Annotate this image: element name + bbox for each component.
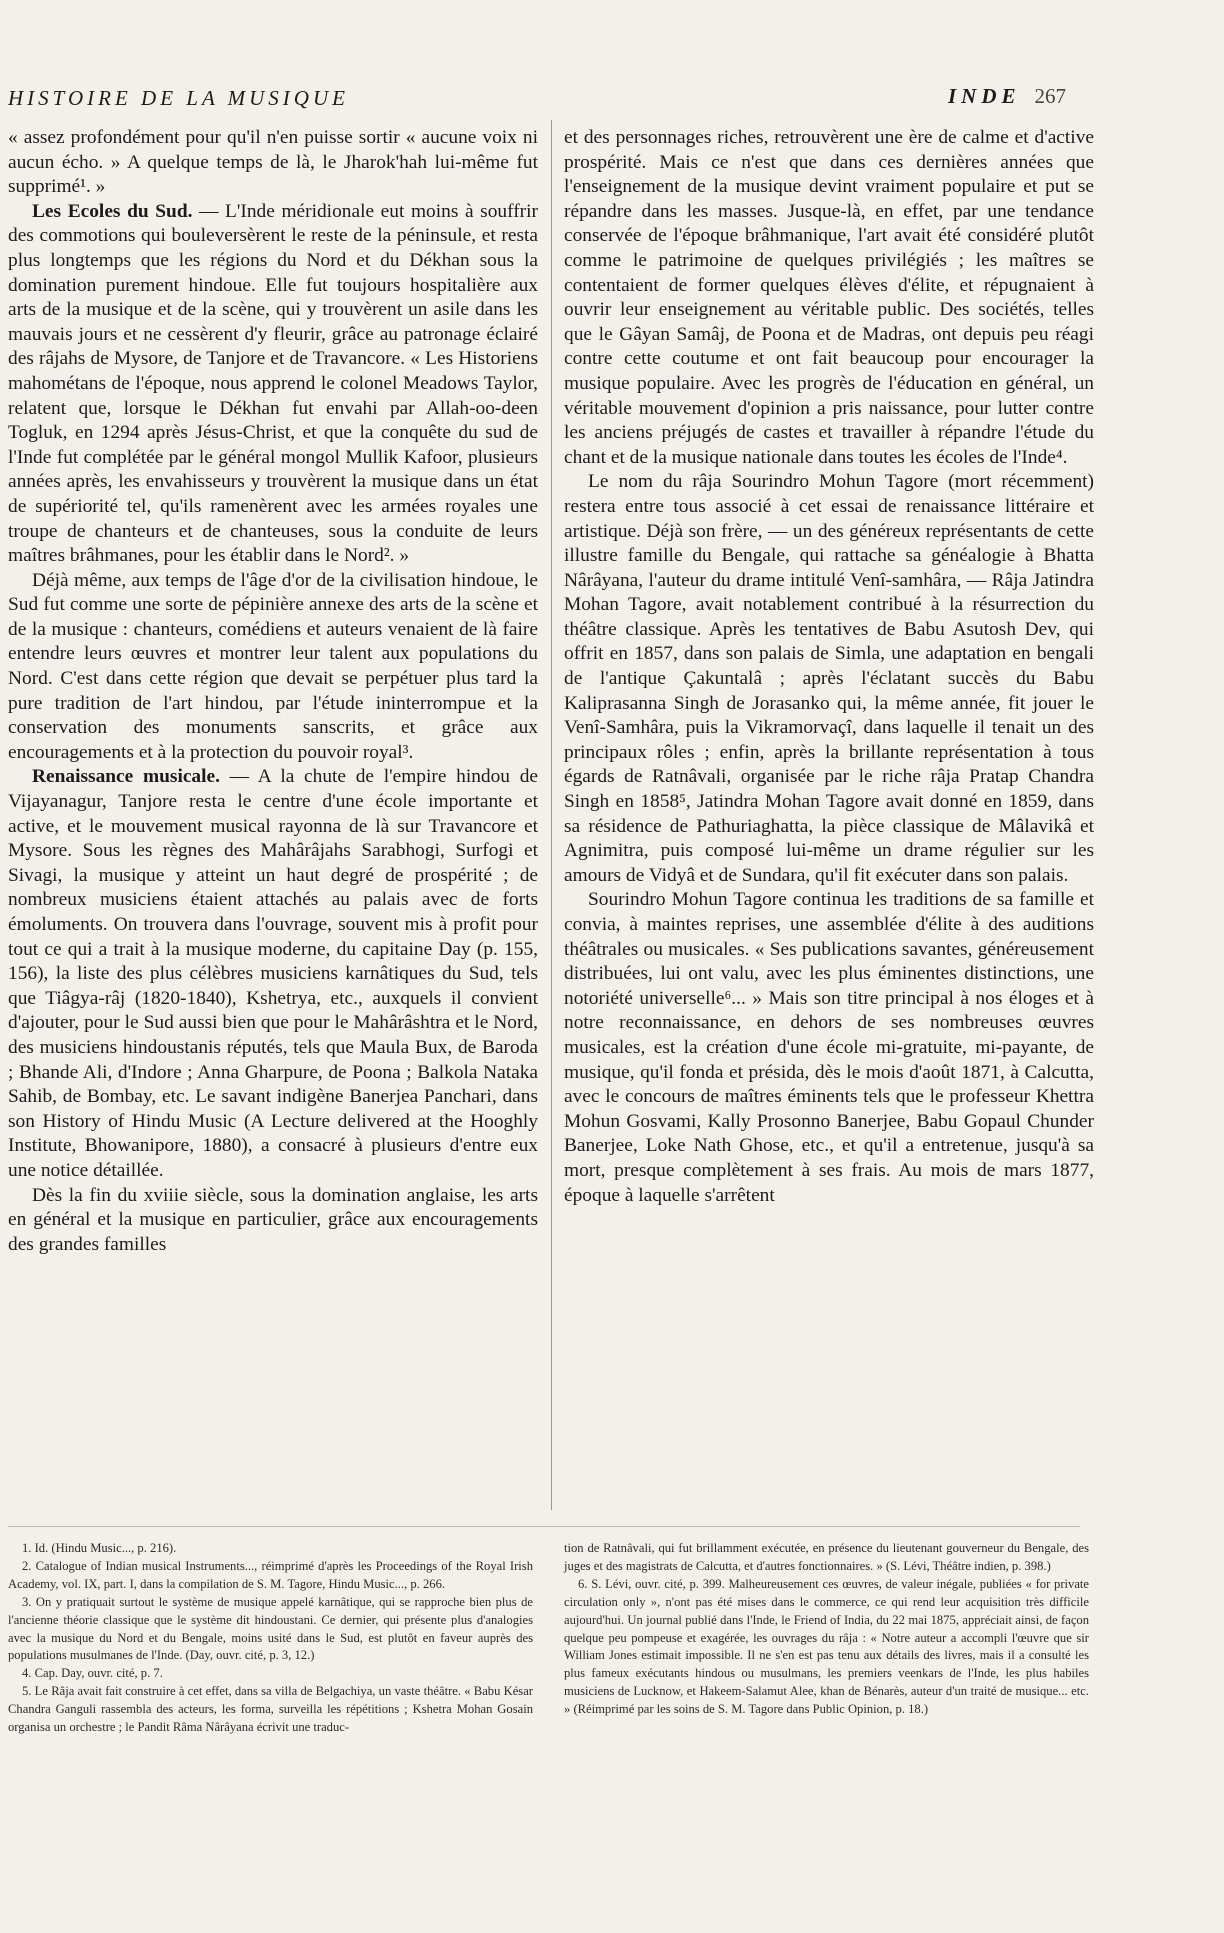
footnote: 4. Cap. Day, ouvr. cité, p. 7.: [22, 1666, 163, 1681]
paragraph: Sourindro Mohun Tagore continua les traditions de sa famille et convia, à maintes reprises, une assemblée d'élite à des auditions théâtrales ou musicales. « Ses publications savantes, généreusement distribuées, lui ont valu, avec les plus éminentes distinctions, une notoriété universelle⁶... » Mais son titre principal à nos éloges et à notre reconnaissance, en dehors de ses nombreuses œuvres musicales, est la création d'une école mi-gratuite, mi-payante, de musique, qu'il fonda et présida, dès le mois d'août 1871, à Calcutta, avec le concours de maîtres éminents tels que le professeur Khettra Mohun Gosvami, Kally Prosonno Banerjee, Babu Gopaul Chunder Banerjee, Loke Nath Ghose, etc., et qu'il a entretenue, jusqu'à sa mort, presque complètement à ses frais. Au mois de mars 1877, époque à laquelle s'arrêtent: [564, 889, 1094, 1206]
footnote: tion de Ratnâvali, qui fut brillamment exécutée, en présence du lieutenant gouverneur du Bengale, des juges et des magistrats de Calcutta, et d'autres fonctionnaires. » (S. Lévi, Théâtre indien, p. 398.): [564, 1541, 1089, 1573]
right-column: [564, 126, 1094, 1208]
paragraph: [8, 765, 538, 1183]
paragraph: et des personnages riches, retrouvèrent une ère de calme et d'active prospérité. Mais ce n'est que dans ces dernières années que l'enseignement de la musique devint vraiment populaire et put se répandre dans les masses. Jusque-là, en effet, par une tendance conservée de l'époque brâhmanique, l'art avait été considéré plutôt comme le patrimoine de quelques privilégiés ; les maîtres se contentaient de former quelques élèves d'élite, et répugnaient à ouvrir leur enseignement au véritable public. Des sociétés, telles que le Gâyan Samâj, de Poona et de Madras, ont depuis peu réagi contre cette coutume et ont fait beaucoup pour encourager la musique populaire. Avec les progrès de l'éducation en général, un véritable mouvement d'opinion a pris naissance, pour lutter contre les anciens préjugés de castes et travailler à répandre l'étude du chant et de la musique nationale dans toutes les écoles de l'Inde⁴.: [564, 127, 1094, 468]
section-heading: Les Ecoles du Sud.: [32, 200, 193, 222]
paragraph: Dès la fin du xviiie siècle, sous la domination anglaise, les arts en général et la musique en particulier, grâce aux encouragements des grandes familles: [8, 1184, 538, 1255]
column-divider: [551, 120, 552, 1510]
running-header-title: HISTOIRE DE LA MUSIQUE: [8, 86, 349, 110]
paragraph: « assez profondément pour qu'il n'en puisse sortir « aucune voix ni aucun écho. » A quelque temps de là, le Jharok'hah lui-même fut supprimé¹. »: [8, 127, 538, 198]
paragraph-text: — L'Inde méridionale eut moins à souffrir des commotions qui bouleversèrent le reste de la péninsule, et resta plus longtemps que les régions du Nord et du Dékhan sous la domination purement hindoue. Elle fut toujours hospitalière aux arts de la musique et de la scène, qui y trouvèrent un asile dans les mauvais jours et ne cessèrent d'y fleurir, grâce au patronage éclairé des râjahs de Mysore, de Tanjore et de Travancore. « Les Historiens mahométans de l'époque, nous apprend le colonel Meadows Taylor, relatent que, lorsque le Dékhan fut envahi par Allah-oo-deen Togluk, en 1294 après Jésus-Christ, et que la conquête du sud de l'Inde fut complétée par le général mongol Mullik Kafoor, plusieurs années après, les envahisseurs y trouvèrent la musique dans un état de supériorité tel, qu'ils ramenèrent avec les armées royales une troupe de chanteurs et de chanteuses, sous la conduite de leurs maîtres brâhmanes, pour les établir dans le Nord². »: [8, 200, 538, 567]
page-number: 267: [1034, 84, 1067, 108]
footnotes-left: [8, 1540, 533, 1737]
footnote: 5. Le Râja avait fait construire à cet effet, dans sa villa de Belgachiya, un vaste théâtre. « Babu Késar Chandra Ganguli rassembla des acteurs, les forma, surveilla les répétitions ; Kshetra Mohan Gosain organisa un orchestre ; le Pandit Râma Nârâyana écrivit une traduc-: [8, 1684, 533, 1735]
footnote: 3. On y pratiquait surtout le système de musique appelé karnâtique, qui se rapproche bien plus de l'ancienne théorie classique que le système dit hindoustani. Ce dernier, qui présente plus d'analogies avec la musique du Nord et du Bengale, moins usité dans le Sud, est plutôt en faveur auprès des populations musulmanes de l'Inde. (Day, ouvr. cité, p. 3, 12.): [8, 1594, 533, 1663]
paragraph: [8, 200, 538, 569]
section-title: INDE: [948, 84, 1021, 108]
footnote: 2. Catalogue of Indian musical Instruments..., réimprimé d'après les Proceedings of the Royal Irish Academy, vol. IX, part. I, dans la compilation de S. M. Tagore, Hindu Music..., p. 266.: [8, 1558, 533, 1591]
running-header-section: [948, 84, 1066, 109]
footnote: 1. Id. (Hindu Music..., p. 216).: [22, 1541, 177, 1555]
section-heading: Renaissance musicale.: [32, 766, 220, 788]
footnote-separator: [8, 1526, 1080, 1527]
paragraph-text: — A la chute de l'empire hindou de Vijayanagur, Tanjore resta le centre d'une école importante et active, et le mouvement musical rayonna de là sur Travancore et Mysore. Sous les règnes des Mahârâjahs Sarabhogi, Surfogi et Sivagi, la musique y atteint un haut degré de prospérité ; de nombreux musiciens étaient attachés au palais avec de forts émoluments. On trouvera dans l'ouvrage, souvent mis à profit pour tout ce qui a trait à la musique moderne, du capitaine Day (p. 155, 156), la liste des plus célèbres musiciens karnâtiques du Sud, tels que Tiâgya-râj (1820-1840), Kshetrya, etc., auxquels il convient d'ajouter, pour le Sud aussi bien que pour le Mahârâshtra et le Nord, des musiciens hindoustanis réputés, tels que Maula Bux, de Baroda ; Bhande Ali, d'Indore ; Anna Gharpure, de Poona ; Balkola Nataka Sahib, de Bombay, etc. Le savant indigène Banerjea Panchari, dans son History of Hindu Music (A Lecture delivered at the Hooghly Institute, Bhowanipore, 1880), a consacré à plusieurs d'entre eux une notice détaillée.: [8, 766, 538, 1181]
footnote: 6. S. Lévi, ouvr. cité, p. 399. Malheureusement ces œuvres, de valeur inégale, publiées « for private circulation only », n'ont pas été mises dans le commerce, ce qui rend leur acquisition très difficile aujourd'hui. Un journal publié dans l'Inde, le Friend of India, du 22 mai 1875, appréciait ainsi, de façon quelque peu pompeuse et exagérée, les ouvrages du râja : « Notre auteur a accompli l'œuvre que sir William Jones estimait impossible. Il ne s'en est pas tenu aux détails des livres, mais il a consulté les plus fameux exécutants hindous ou musulmans, les premiers veenkars de l'Inde, les plus habiles musiciens de Lucknow, et Hakeem-Salamut Alee, khan de Bénarès, auteur d'un traité de musique... etc. » (Réimprimé par les soins de S. M. Tagore dans Public Opinion, p. 18.): [564, 1576, 1089, 1717]
paragraph: Le nom du râja Sourindro Mohun Tagore (mort récemment) restera entre tous associé à cet essai de renaissance littéraire et artistique. Déjà son frère, — un des généreux représentants de cette illustre famille du Bengale, qui rattache sa généalogie à Bhatta Nârâyana, l'auteur du drame intitulé Venî-samhâra, — Râja Jatindra Mohan Tagore, avait notablement contribué à la résurrection du théâtre classique. Après les tentatives de Babu Asutosh Dev, qui offrit en 1857, dans son palais de Simla, une adaptation en bengali de l'antique Çakuntalâ ; après l'éclatant succès du Babu Kaliprasanna Singh de Jorasanko qui, la même année, fit jouer le Venî-Samhâra, puis la Vikramorvaçî, dans laquelle il tenait un des principaux rôles ; enfin, après la brillante représentation à tous égards de Ratnâvali, organisée par le riche râja Pratap Chandra Singh en 1858⁵, Jatindra Mohan Tagore avait donné en 1859, dans sa résidence de Pathuriaghatta, la pièce classique de Mâlavikâ et Agnimitra, puis composé lui-même un drame régulier sur les amours de Vidyâ et de Sundara, qu'il fit exécuter dans son palais.: [564, 471, 1094, 886]
footnotes-right: [564, 1540, 1089, 1719]
left-column: [8, 126, 538, 1257]
paragraph: Déjà même, aux temps de l'âge d'or de la civilisation hindoue, le Sud fut comme une sorte de pépinière annexe des arts de la scène et de la musique : chanteurs, comédiens et auteurs venaient de là faire entendre leurs œuvres et montrer leur talent aux populations du Nord. C'est dans cette région que devait se perpétuer plus tard la pure tradition de l'art hindou, par l'étude ininterrompue et la conservation des monuments sanscrits, et grâce aux encouragements et à la protection du pouvoir royal³.: [8, 569, 538, 763]
